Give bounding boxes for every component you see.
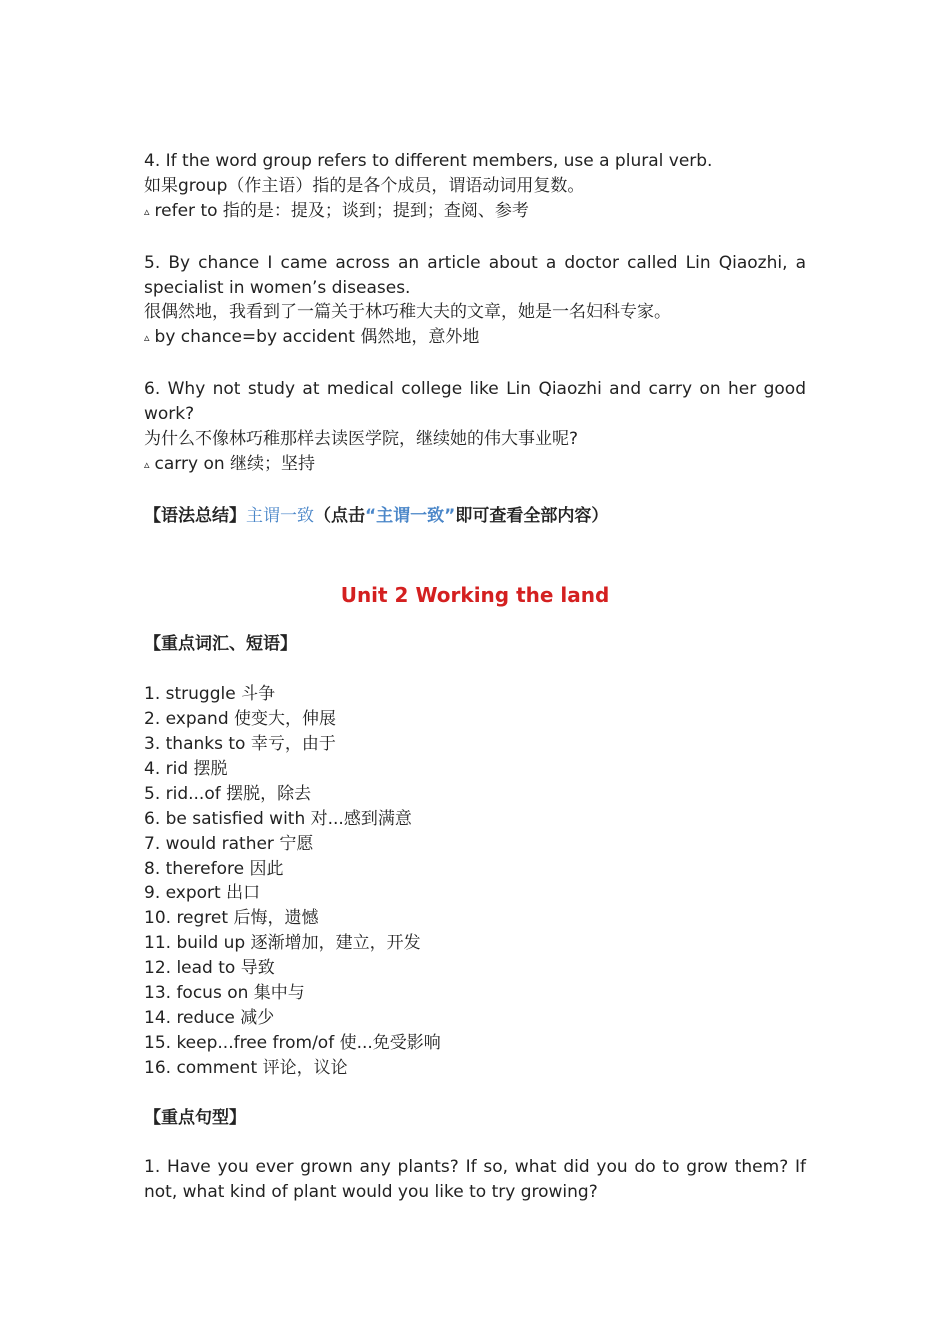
vocab-item: 3. thanks to 幸亏，由于 xyxy=(144,734,336,755)
vocab-heading: 【重点词汇、短语】 xyxy=(144,634,297,655)
sentence-6-zh: 为什么不像林巧稚那样去读医学院，继续她的伟大事业呢? xyxy=(144,428,579,449)
unit-title: Unit 2 Working the land xyxy=(340,583,610,608)
vocab-item: 12. lead to 导致 xyxy=(144,958,275,979)
triangle-icon: ▵ xyxy=(144,331,150,345)
grammar-summary-hint-close: 即可查看全部内容） xyxy=(455,505,609,526)
vocab-item: 6. be satisfied with 对...感到满意 xyxy=(144,808,412,829)
vocab-item: 5. rid...of 摆脱，除去 xyxy=(144,783,312,804)
vocab-item: 1. struggle 斗争 xyxy=(144,684,276,705)
sentence-heading: 【重点句型】 xyxy=(144,1107,246,1128)
triangle-icon: ▵ xyxy=(144,204,150,218)
sentence-5-note xyxy=(144,325,806,352)
sentence-5-en: 5. By chance I came across an article about a doctor called Lin Qiaozhi, a specialist in women’s diseases. xyxy=(144,252,806,298)
grammar-summary-hint-open: （点击 xyxy=(314,505,365,526)
vocab-item: 13. focus on 集中与 xyxy=(144,983,305,1004)
document-content xyxy=(144,149,806,1205)
grammar-summary xyxy=(144,504,806,529)
sentence-4-note xyxy=(144,199,806,226)
sentence-4-en: 4. If the word group refers to different members, use a plural verb. xyxy=(144,151,713,171)
vocab-item: 10. regret 后悔，遗憾 xyxy=(144,908,319,929)
key-sentence-1: 1. Have you ever grown any plants? If so, what did you do to grow them? If not, what kind of plant would you like to try growing? xyxy=(144,1157,806,1203)
sentence-4-zh: 如果group（作主语）指的是各个成员，谓语动词用复数。 xyxy=(144,175,585,196)
note-text: carry on 继续；坚持 xyxy=(154,453,316,474)
vocab-item: 8. therefore 因此 xyxy=(144,858,284,879)
vocab-item: 2. expand 使变大，伸展 xyxy=(144,709,337,730)
note-text: refer to 指的是：提及；谈到；提到；查阅、参考 xyxy=(154,200,529,221)
vocab-item: 16. comment 评论，议论 xyxy=(144,1057,348,1078)
triangle-icon: ▵ xyxy=(144,457,150,471)
grammar-summary-label: 【语法总结】 xyxy=(144,505,246,526)
vocab-item: 7. would rather 宁愿 xyxy=(144,833,314,854)
vocab-item: 11. build up 逐渐增加，建立，开发 xyxy=(144,933,421,954)
vocab-item: 15. keep...free from/of 使...免受影响 xyxy=(144,1032,441,1053)
vocab-item: 9. export 出口 xyxy=(144,883,261,904)
sentence-5-zh: 很偶然地，我看到了一篇关于林巧稚大夫的文章，她是一名妇科专家。 xyxy=(144,302,671,323)
grammar-summary-hint-link[interactable]: “主谓一致” xyxy=(365,505,456,526)
grammar-summary-link[interactable]: 主谓一致 xyxy=(246,505,314,526)
vocab-list xyxy=(144,682,806,1081)
sentence-6-note xyxy=(144,452,806,479)
note-text: by chance=by accident 偶然地，意外地 xyxy=(154,327,480,348)
vocab-item: 4. rid 摆脱 xyxy=(144,758,228,779)
vocab-item: 14. reduce 减少 xyxy=(144,1008,275,1029)
sentence-6-en: 6. Why not study at medical college like Lin Qiaozhi and carry on her good work? xyxy=(144,379,806,425)
